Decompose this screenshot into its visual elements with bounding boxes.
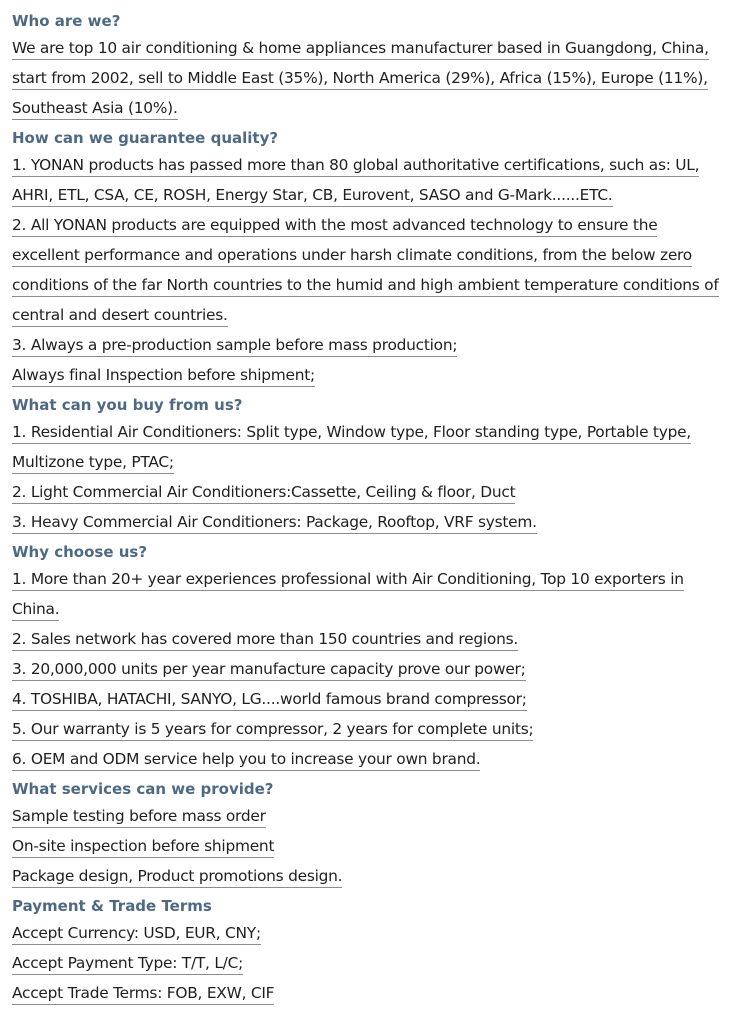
text-line: We are top 10 air conditioning & home appliances manufacturer based in Guangdong, China, [12, 38, 709, 60]
text-line: Southeast Asia (10%). [12, 98, 178, 120]
text-line: central and desert countries. [12, 305, 228, 327]
paragraph [12, 833, 740, 863]
text-line: Multizone type, PTAC; [12, 452, 174, 474]
paragraph [12, 479, 740, 509]
section-title-payment-trade-terms: Payment & Trade Terms [12, 897, 212, 915]
paragraph [12, 332, 740, 362]
paragraph [12, 746, 740, 776]
text-line: 2. Sales network has covered more than 150 countries and regions. [12, 629, 518, 651]
section-title-quality: How can we guarantee quality? [12, 129, 279, 147]
text-line: excellent performance and operations under harsh climate conditions, from the below zero [12, 245, 692, 267]
paragraph [12, 152, 740, 212]
paragraph [12, 656, 740, 686]
text-line: On-site inspection before shipment [12, 836, 274, 858]
text-line: Sample testing before mass order [12, 806, 266, 828]
text-line: 1. Residential Air Conditioners: Split type, Window type, Floor standing type, Portable type, [12, 422, 691, 444]
text-line: start from 2002, sell to Middle East (35%), North America (29%), Africa (15%), Europe (11%), [12, 68, 708, 90]
section-title-what-to-buy: What can you buy from us? [12, 396, 243, 414]
text-line: 3. 20,000,000 units per year manufacture capacity prove our power; [12, 659, 526, 681]
text-line: 1. YONAN products has passed more than 80 global authoritative certifications, such as: UL, [12, 155, 699, 177]
text-line: Accept Payment Type: T/T, L/C; [12, 953, 243, 975]
paragraph [12, 803, 740, 833]
paragraph [12, 626, 740, 656]
text-line: 2. All YONAN products are equipped with the most advanced technology to ensure the [12, 215, 657, 237]
text-line: Accept Currency: USD, EUR, CNY; [12, 923, 261, 945]
paragraph [12, 950, 740, 980]
text-line: 3. Heavy Commercial Air Conditioners: Package, Rooftop, VRF system. [12, 512, 537, 534]
paragraph [12, 212, 740, 332]
text-line: 5. Our warranty is 5 years for compressor, 2 years for complete units; [12, 719, 533, 741]
section-title-services: What services can we provide? [12, 780, 274, 798]
text-line: 4. TOSHIBA, HATACHI, SANYO, LG....world famous brand compressor; [12, 689, 527, 711]
text-line: Accept Trade Terms: FOB, EXW, CIF [12, 983, 274, 1005]
text-line: AHRI, ETL, CSA, CE, ROSH, Energy Star, CB, Eurovent, SASO and G-Mark......ETC. [12, 185, 613, 207]
paragraph [12, 35, 740, 125]
paragraph [12, 419, 740, 479]
paragraph [12, 863, 740, 893]
text-line: China. [12, 599, 59, 621]
text-line: 3. Always a pre-production sample before mass production; [12, 335, 457, 357]
section-title-who-are-we: Who are we? [12, 12, 121, 30]
paragraph [12, 686, 740, 716]
text-line: 2. Light Commercial Air Conditioners:Cassette, Ceiling & floor, Duct [12, 482, 515, 504]
paragraph [12, 509, 740, 539]
paragraph [12, 566, 740, 626]
section-title-why-choose-us: Why choose us? [12, 543, 148, 561]
paragraph [12, 980, 740, 1010]
paragraph [12, 362, 740, 392]
text-line: Package design, Product promotions design. [12, 866, 342, 888]
paragraph [12, 920, 740, 950]
text-line: Always final Inspection before shipment; [12, 365, 315, 387]
text-line: conditions of the far North countries to the humid and high ambient temperature conditions of [12, 275, 719, 297]
paragraph [12, 716, 740, 746]
text-line: 1. More than 20+ year experiences professional with Air Conditioning, Top 10 exporters in [12, 569, 684, 591]
text-line: 6. OEM and ODM service help you to increase your own brand. [12, 749, 480, 771]
